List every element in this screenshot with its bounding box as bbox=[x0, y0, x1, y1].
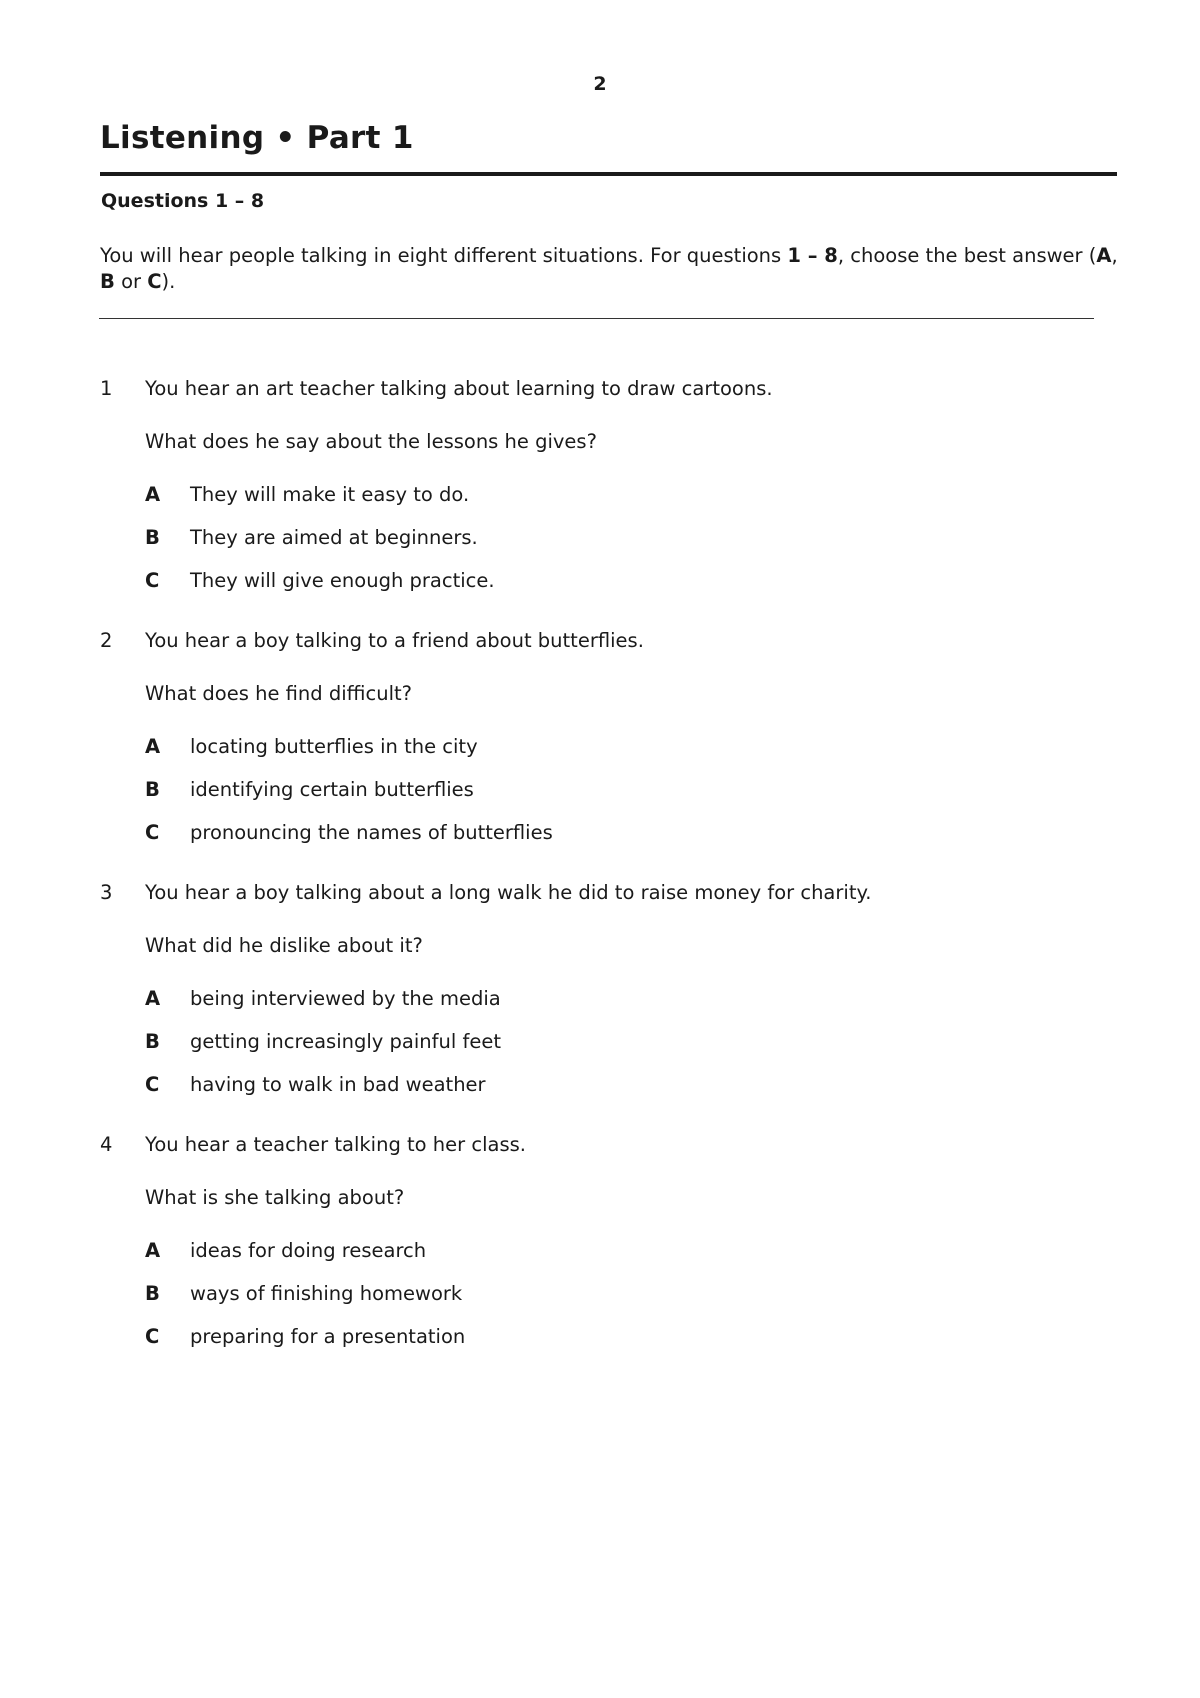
question-context: You hear a boy talking about a long walk he did to raise money for charity. bbox=[145, 881, 872, 904]
option-letter: A bbox=[145, 1239, 161, 1262]
option-text: pronouncing the names of butterflies bbox=[190, 821, 553, 844]
instructions-separator: , bbox=[1111, 244, 1118, 267]
instructions-range: 1 – 8 bbox=[787, 244, 838, 267]
option-text: They are aimed at beginners. bbox=[190, 526, 478, 549]
option-text: getting increasingly painful feet bbox=[190, 1030, 501, 1053]
question-number: 1 bbox=[100, 377, 113, 400]
option-text: ideas for doing research bbox=[190, 1239, 427, 1262]
option-text: preparing for a presentation bbox=[190, 1325, 466, 1348]
option-text: locating butterflies in the city bbox=[190, 735, 478, 758]
question-prompt: What is she talking about? bbox=[145, 1186, 405, 1209]
option-text: identifying certain butterflies bbox=[190, 778, 474, 801]
option-text: They will give enough practice. bbox=[190, 569, 495, 592]
instructions-separator: or bbox=[114, 270, 148, 293]
question-context: You hear a teacher talking to her class. bbox=[145, 1133, 526, 1156]
question-number: 2 bbox=[100, 629, 113, 652]
option-letter: B bbox=[145, 778, 160, 801]
instructions-text: , choose the best answer ( bbox=[837, 244, 1097, 267]
instructions-option-a: A bbox=[1096, 244, 1112, 267]
option-letter: B bbox=[145, 1282, 160, 1305]
option-letter: A bbox=[145, 483, 161, 506]
page-number: 2 bbox=[593, 73, 607, 95]
questions-range-heading: Questions 1 – 8 bbox=[101, 190, 265, 212]
question-context: You hear a boy talking to a friend about butterflies. bbox=[145, 629, 644, 652]
option-letter: C bbox=[145, 1325, 160, 1348]
question-context: You hear an art teacher talking about learning to draw cartoons. bbox=[145, 377, 773, 400]
option-letter: A bbox=[145, 987, 161, 1010]
option-text: They will make it easy to do. bbox=[190, 483, 470, 506]
instructions-option-b: B bbox=[100, 270, 115, 293]
question-number: 3 bbox=[100, 881, 113, 904]
option-letter: C bbox=[145, 821, 160, 844]
instructions-option-c: C bbox=[147, 270, 162, 293]
question-prompt: What did he dislike about it? bbox=[145, 934, 423, 957]
option-text: being interviewed by the media bbox=[190, 987, 501, 1010]
option-letter: B bbox=[145, 1030, 160, 1053]
option-text: ways of finishing homework bbox=[190, 1282, 463, 1305]
option-letter: C bbox=[145, 569, 160, 592]
option-letter: C bbox=[145, 1073, 160, 1096]
instructions-divider bbox=[99, 318, 1094, 319]
question-prompt: What does he find difficult? bbox=[145, 682, 413, 705]
instructions-text: You will hear people talking in eight different situations. For questions bbox=[100, 244, 788, 267]
option-text: having to walk in bad weather bbox=[190, 1073, 486, 1096]
option-letter: A bbox=[145, 735, 161, 758]
title-divider bbox=[100, 172, 1117, 176]
instructions bbox=[100, 243, 1120, 295]
instructions-text: ). bbox=[161, 270, 176, 293]
option-letter: B bbox=[145, 526, 160, 549]
question-prompt: What does he say about the lessons he gives? bbox=[145, 430, 597, 453]
question-number: 4 bbox=[100, 1133, 113, 1156]
section-title: Listening • Part 1 bbox=[100, 120, 414, 156]
